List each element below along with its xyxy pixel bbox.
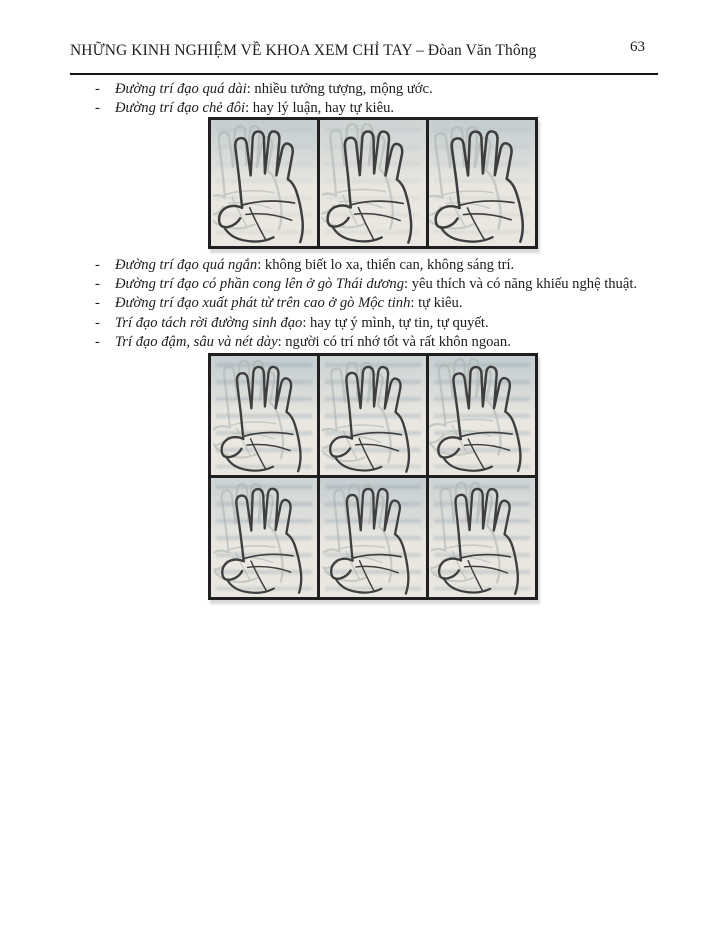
bullet-text: : tự kiêu.: [410, 295, 463, 312]
list-item: [95, 256, 695, 275]
palm-diagram: [212, 479, 316, 596]
hand-icon: [213, 122, 315, 244]
list-item: [95, 99, 695, 118]
bullet-dash: -: [95, 100, 100, 117]
list-item: [95, 80, 695, 99]
bullet-lead: Trí đạo tách rời đường sinh đạo: [115, 314, 303, 331]
palm-diagram: [322, 479, 423, 595]
list-item: [95, 314, 695, 333]
palm-diagram: [430, 479, 534, 596]
hand-diagram-cell: [320, 356, 426, 475]
bullet-text: : yêu thích và có năng khiếu nghệ thuật.: [404, 276, 638, 293]
bullet-text: : người có trí nhớ tốt và rất khôn ngoan.: [277, 333, 511, 350]
hand-diagram-cell: [320, 478, 426, 597]
bullet-lead: Đường trí đạo có phần cong lên ở gò Thái dương: [115, 276, 404, 293]
palm-diagram: [321, 357, 425, 473]
hand-icon: [321, 357, 425, 473]
hand-icon: [322, 479, 423, 595]
bullet-text: : hay tự ý mình, tự tin, tự quyết.: [302, 314, 489, 331]
palm-diagram: [429, 121, 535, 244]
list-item: [95, 294, 695, 313]
bullet-text: : nhiều tưởng tượng, mộng ước.: [246, 81, 433, 97]
bullet-list-top: [95, 80, 695, 118]
list-item: [95, 333, 695, 352]
hand-icon: [212, 479, 316, 596]
page-header-title: NHỮNG KINH NGHIỆM VỀ KHOA XEM CHỈ TAY – Đòan Văn Thông: [70, 42, 537, 59]
hand-grid-figure-1: [208, 117, 538, 249]
bullet-lead: Đường trí đạo quá ngắn: [115, 257, 258, 273]
hand-grid-figure-2: [208, 353, 538, 600]
bullet-dash: -: [95, 257, 100, 273]
bullet-dash: -: [95, 295, 100, 312]
bullet-dash: -: [95, 81, 100, 97]
hand-diagram-cell: [211, 120, 317, 246]
palm-diagram: [213, 358, 315, 473]
bullet-text: : hay lý luận, hay tự kiêu.: [245, 100, 395, 117]
hand-icon: [430, 479, 534, 596]
palm-diagram: [213, 122, 315, 244]
palm-diagram: [429, 357, 535, 473]
hand-icon: [429, 121, 535, 244]
bullet-lead: Đường trí đạo chẻ đôi: [115, 100, 246, 117]
hand-icon: [213, 358, 315, 473]
bullet-dash: -: [95, 314, 100, 331]
bullet-lead: Đường trí đạo quá dài: [115, 81, 247, 97]
hand-diagram-cell: [429, 120, 535, 246]
bullet-lead: Trí đạo đậm, sâu và nét dày: [115, 333, 278, 350]
hand-diagram-cell: [211, 356, 317, 475]
bullet-list-middle: [95, 256, 695, 352]
page-number: 63: [630, 39, 645, 55]
hand-icon: [429, 357, 535, 473]
header-rule: [70, 73, 658, 75]
bullet-lead: Đường trí đạo xuất phát từ trên cao ở gò Mộc tinh: [115, 295, 411, 312]
hand-diagram-cell: [320, 120, 426, 246]
bullet-text: : không biết lo xa, thiển can, không sáng trí.: [257, 257, 515, 273]
hand-diagram-cell: [429, 478, 535, 597]
hand-diagram-cell: [211, 478, 317, 597]
hand-icon: [321, 121, 425, 244]
palm-diagram: [321, 121, 425, 244]
hand-diagram-cell: [429, 356, 535, 475]
bullet-dash: -: [95, 333, 100, 350]
bullet-dash: -: [95, 276, 100, 293]
list-item: [95, 275, 695, 294]
